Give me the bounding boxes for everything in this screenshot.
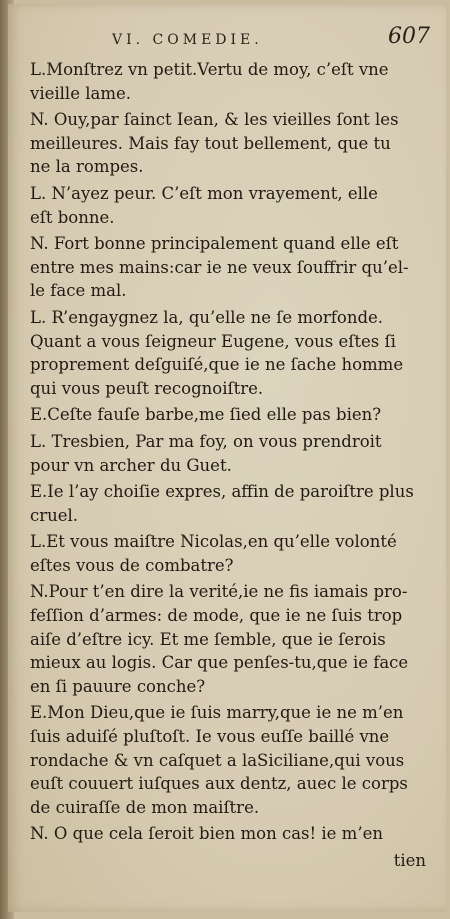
text-line: feſſion d’armes: de mode, que ie ne ſuis trop bbox=[30, 606, 403, 626]
text-line: ne la rompes. bbox=[30, 157, 144, 177]
dialogue-paragraph bbox=[30, 58, 430, 105]
text-line: eſt bonne. bbox=[30, 207, 115, 227]
text-line: cruel. bbox=[30, 505, 79, 525]
dialogue-paragraph bbox=[30, 701, 430, 819]
text-line: N. Fort bonne principalement quand elle eſt bbox=[30, 234, 399, 254]
text-line: en ſi pauure conche? bbox=[30, 676, 206, 696]
dialogue-paragraph bbox=[30, 108, 430, 179]
page-number: 607 bbox=[388, 24, 430, 49]
text-line: aiſe d’eſtre icy. Et me ſemble, que ie ſerois bbox=[30, 629, 386, 649]
text-line: meilleures. Mais fay tout bellement, que tu bbox=[30, 133, 391, 153]
text-line: euſt couuert iuſques aux dentz, auec le corps bbox=[30, 774, 408, 794]
text-line: N. O que cela ſeroit bien mon cas! ie m’en bbox=[30, 824, 383, 844]
dialogue-text bbox=[30, 58, 430, 873]
text-line: L.Monſtrez vn petit.Vertu de moy, c’eſt vne bbox=[30, 60, 389, 79]
page-header bbox=[0, 20, 450, 50]
text-line: Quant a vous ſeigneur Eugene, vous eſtes ſi bbox=[30, 331, 396, 351]
text-line: L.Et vous maiſtre Nicolas,en qu’elle volonté bbox=[30, 532, 397, 552]
text-line: E.Ie l’ay choiſie expres, affin de paroiſtre plus bbox=[30, 482, 414, 502]
dialogue-paragraph bbox=[30, 430, 430, 477]
text-line: eſtes vous de combatre? bbox=[30, 555, 234, 575]
dialogue-paragraph bbox=[30, 232, 430, 303]
text-line: rondache & vn caſquet a laSiciliane,qui vous bbox=[30, 750, 405, 770]
text-line: mieux au logis. Car que penſes-tu,que ie face bbox=[30, 653, 409, 673]
catchword: tien bbox=[393, 851, 426, 870]
text-line: entre mes mains:car ie ne veux ſouffrir qu’el- bbox=[30, 257, 409, 277]
text-line: L. R’engaygnez la, qu’elle ne ſe morfonde. bbox=[30, 307, 384, 327]
text-line: proprement deſguiſé,que ie ne ſache homme bbox=[30, 355, 404, 375]
text-line: pour vn archer du Guet. bbox=[30, 455, 232, 475]
text-line: N. Ouy,par ſainct Iean, & les vieilles ſont les bbox=[30, 110, 399, 130]
dialogue-paragraph bbox=[30, 580, 430, 698]
dialogue-paragraph bbox=[30, 480, 430, 527]
dialogue-paragraph bbox=[30, 403, 430, 427]
dialogue-paragraph bbox=[30, 822, 430, 846]
dialogue-paragraph bbox=[30, 182, 430, 229]
text-line: vieille lame. bbox=[30, 83, 131, 103]
dialogue-paragraph bbox=[30, 306, 430, 400]
text-line: L. Tresbien, Par ma foy, on vous prendroit bbox=[30, 431, 382, 451]
text-line: E.Ceſte fauſe barbe,me ſied elle pas bien? bbox=[30, 405, 382, 425]
text-line: de cuiraſſe de mon maiſtre. bbox=[30, 797, 260, 817]
text-line: L. N’ayez peur. C’eſt mon vrayement, elle bbox=[30, 183, 378, 203]
text-line: E.Mon Dieu,que ie ſuis marry,que ie ne m’en bbox=[30, 703, 404, 723]
dialogue-paragraph bbox=[30, 530, 430, 577]
running-head: VI. COMEDIE. bbox=[112, 32, 263, 48]
text-line: qui vous peuſt recognoiſtre. bbox=[30, 378, 264, 398]
text-line: ſuis aduiſé pluſtoſt. Ie vous euſſe baillé vne bbox=[30, 727, 390, 747]
text-line: le face mal. bbox=[30, 281, 127, 301]
text-line: N.Pour t’en dire la verité,ie ne fis iamais pro- bbox=[30, 582, 408, 602]
